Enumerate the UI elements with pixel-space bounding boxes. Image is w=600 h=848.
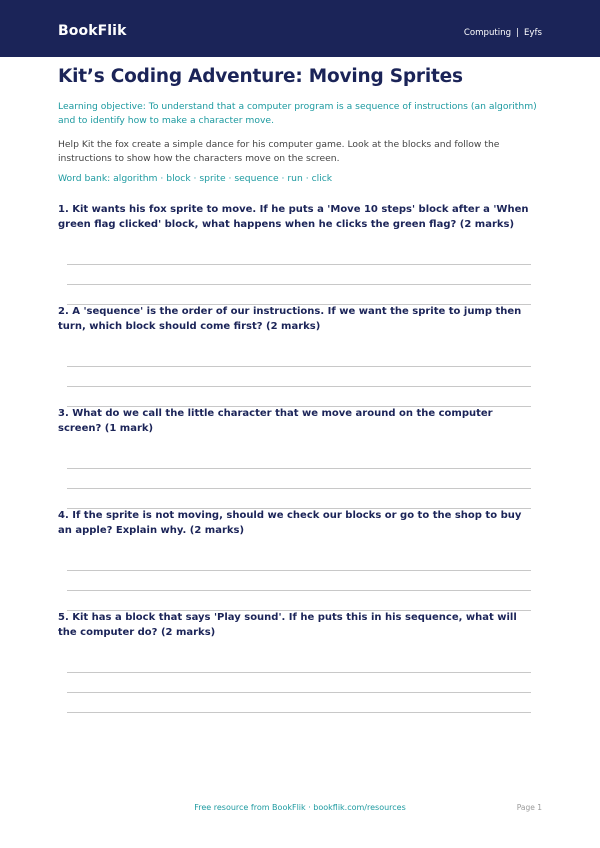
page-title: Kit’s Coding Adventure: Moving Sprites — [58, 66, 463, 87]
intro-text: Help Kit the fox create a simple dance for his computer game. Look at the blocks and follow the instructions to show how the characters move on the screen. — [58, 139, 500, 164]
header-separator: | — [516, 28, 519, 38]
learning-objective: Learning objective: To understand that a computer program is a sequence of instructions (an algorithm) and to identify how to make a character move. — [58, 101, 537, 126]
answer-line[interactable] — [67, 468, 531, 469]
answer-line[interactable] — [67, 366, 531, 367]
question-3: 3. What do we call the little character that we move around on the computer screen? (1 mark) — [58, 408, 493, 434]
page-number: Page 1 — [516, 803, 542, 812]
answer-line[interactable] — [67, 264, 531, 265]
answer-line[interactable] — [67, 284, 531, 285]
question-1: 1. Kit wants his fox sprite to move. If he puts a 'Move 10 steps' block after a 'When green flag clicked' block, what happens when he clicks the green flag? (2 marks) — [58, 204, 529, 230]
answer-line[interactable] — [67, 692, 531, 693]
header-meta — [464, 27, 542, 39]
header-bar — [0, 0, 600, 57]
subject-label: Computing — [463, 28, 512, 38]
question-5: 5. Kit has a block that says 'Play sound'. If he puts this in his sequence, what will the computer do? (2 marks) — [58, 612, 517, 638]
brand-logo: BookFlik — [58, 23, 127, 39]
answer-line[interactable] — [67, 712, 531, 713]
answer-line[interactable] — [67, 672, 531, 673]
question-2: 2. A 'sequence' is the order of our instructions. If we want the sprite to jump then turn, which block should come first? (2 marks) — [58, 306, 522, 332]
answer-line[interactable] — [67, 590, 531, 591]
question-4: 4. If the sprite is not moving, should we check our blocks or go to the shop to buy an apple? Explain why. (2 marks) — [58, 510, 522, 536]
footer-link[interactable]: Free resource from BookFlik · bookflik.com/resources — [194, 803, 406, 812]
word-bank: Word bank: algorithm · block · sprite · sequence · run · click — [58, 173, 333, 184]
answer-line[interactable] — [67, 386, 531, 387]
level-label: Eyfs — [523, 28, 542, 38]
answer-line[interactable] — [67, 488, 531, 489]
answer-line[interactable] — [67, 570, 531, 571]
